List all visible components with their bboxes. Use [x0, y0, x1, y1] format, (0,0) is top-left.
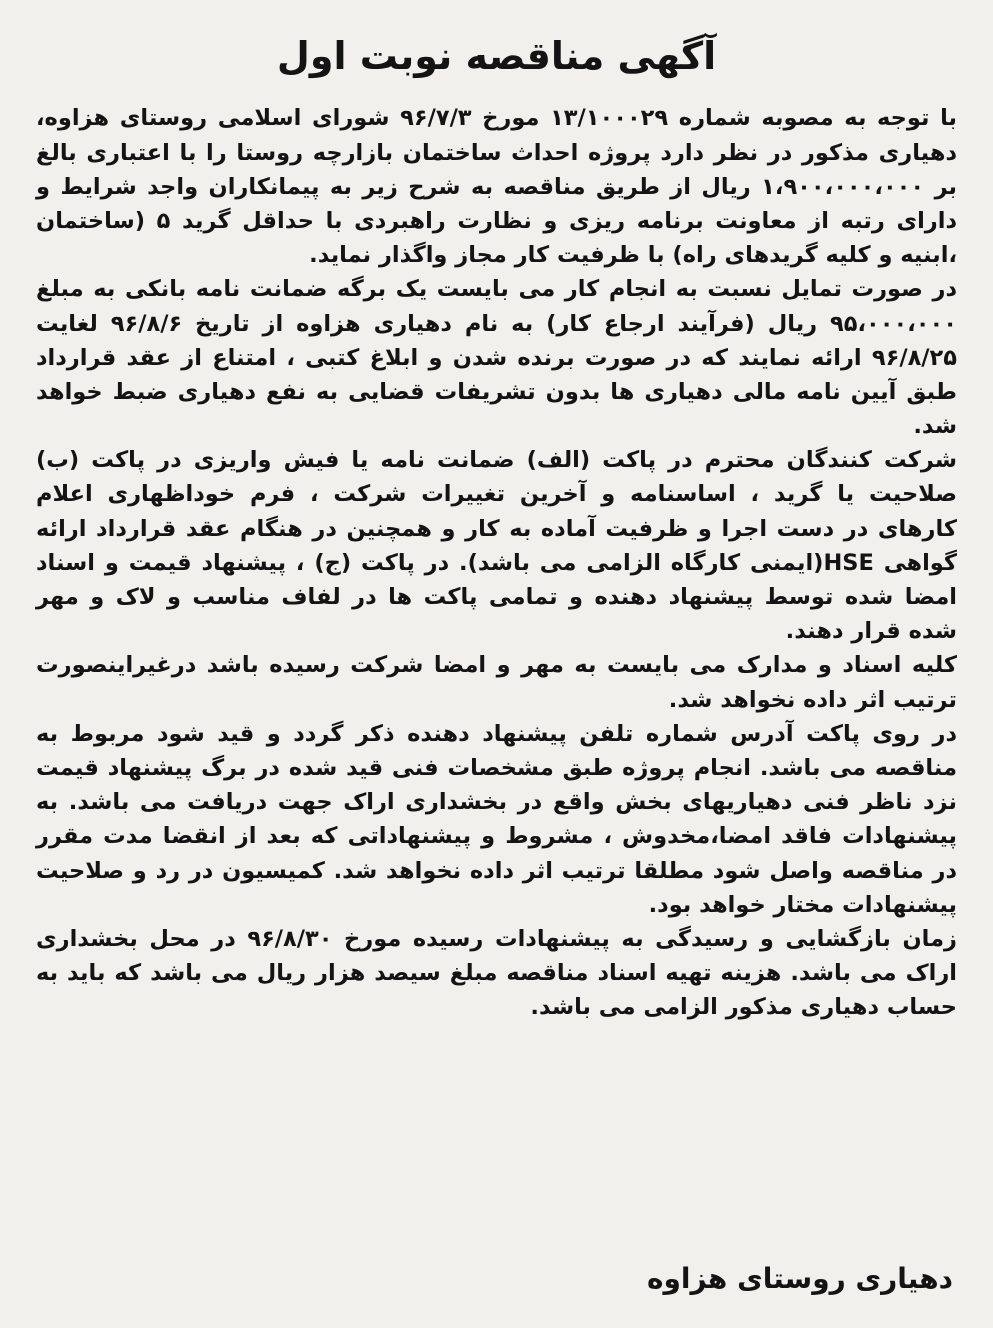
paragraph-opening: زمان بازگشایی و رسیدگی به پیشنهادات رسیده مورخ ۹۶/۸/۳۰ در محل بخشداری اراک می باشد. هزینه تهیه اسناد مناقصه مبلغ سیصد هزار ریال می باشد که باید به حساب دهیاری مذکور الزامی می باشد. — [36, 925, 958, 1021]
notice-body — [36, 101, 957, 1024]
paragraph-guarantee: در صورت تمایل نسبت به انجام کار می بایست یک برگه ضمانت نامه بانکی به مبلغ ۹۵،۰۰۰،۰۰۰ ریال (فرآیند ارجاع کار) به نام دهیاری هزاوه از تاریخ ۹۶/۸/۶ لغایت ۹۶/۸/۲۵ ارائه نمایند که در صورت برنده شدن و ابلاغ کتبی ، امتناع از عقد قرارداد طبق آیین نامه مالی دهیاری ها بدون تشریفات قضایی به نفع دهیاری ضبط خواهد شد. — [36, 276, 957, 440]
paragraph-documents: کلیه اسناد و مدارک می بایست به مهر و امضا شرکت رسیده باشد درغیراینصورت ترتیب اثر داده نخواهد شد. — [36, 652, 957, 713]
signature: دهیاری روستای هزاوه — [646, 1262, 953, 1295]
paragraph-intro: با توجه به مصوبه شماره ۱۳/۱۰۰۰۲۹ مورخ ۹۶/۷/۳ شورای اسلامی روستای هزاوه، دهیاری مذکور در نظر دارد پروژه احداث ساختمان بازارچه روستا را با اعتباری بالغ بر ۱،۹۰۰،۰۰۰،۰۰۰ ریال از طریق مناقصه به شرح زیر به پیمانکاران واجد شرایط و دارای رتبه از معاونت برنامه ریزی و نظارت راهبردی با حداقل گرید ۵ (ساختمان ،ابنیه و کلیه گریدهای راه) با ظرفیت کار مجاز واگذار نماید. — [36, 105, 958, 269]
paragraph-conditions: در روی پاکت آدرس شماره تلفن پیشنهاد دهنده ذکر گردد و قید شود مربوط به مناقصه می باشد. انجام پروژه طبق مشخصات فنی قید شده در برگ پیشنهاد قیمت نزد ناظر فنی دهیاریهای بخش واقع در بخشداری اراک جهت دریافت می باشد. به پیشنهادات فاقد امضا،مخدوش ، مشروط و پیشنهاداتی که بعد از انقضا مدت مقرر در مناقصه واصل شود مطلقا ترتیب اثر داده نخواهد شد. کمیسیون در رد و صلاحیت پیشنهادات مختار خواهد بود. — [36, 720, 957, 918]
notice-title: آگهی مناقصه نوبت اول — [276, 34, 717, 78]
paragraph-envelopes: شرکت کنندگان محترم در پاکت (الف) ضمانت نامه یا فیش واریزی در پاکت (ب) صلاحیت یا گرید ، اساسنامه و آخرین تغییرات شرکت ، فرم خوداظهاری اعلام کارهای در دست اجرا و ظرفیت آماده به کار و همچنین در هنگام عقد قرارداد ارائه گواهی HSE(ایمنی کارگاه الزامی می باشد). در پاکت (ج) ، پیشنهاد قیمت و اسناد امضا شده توسط پیشنهاد دهنده و تمامی پاکت ها در لفاف مناسب و لاک و مهر شده قرار دهند. — [36, 447, 957, 645]
